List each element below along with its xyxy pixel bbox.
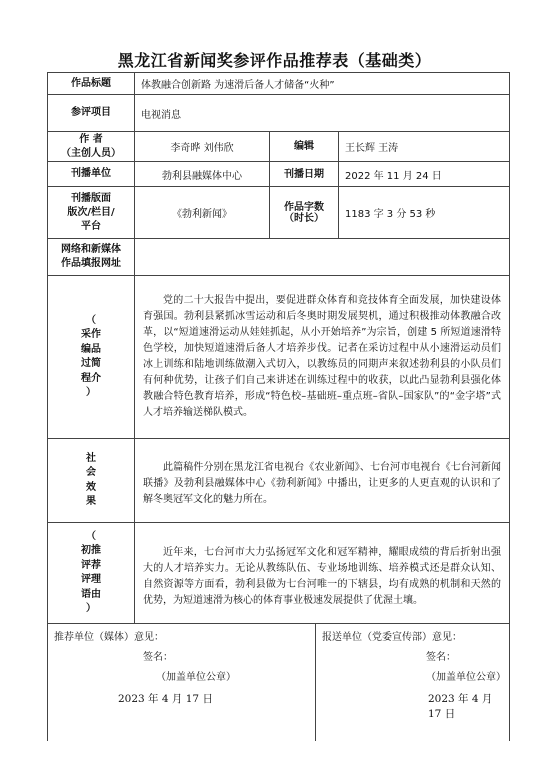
web-label bbox=[48, 239, 135, 276]
editor-label: 编辑 bbox=[270, 132, 339, 162]
section-label-line3: 平台 bbox=[81, 220, 101, 232]
form-title: 黑龙江省新闻奖参评作品推荐表（基础类） bbox=[117, 51, 432, 70]
process-label-char: 采作 bbox=[81, 329, 101, 340]
web-label-line1: 网络和新媒体 bbox=[61, 244, 121, 255]
section-label bbox=[48, 187, 135, 239]
recommend-opinion-label: 推荐单位（媒体）意见： bbox=[54, 632, 164, 643]
row-signatures bbox=[48, 624, 510, 742]
section-label-line1: 刊播版面 bbox=[71, 192, 111, 204]
effect-label-char: 社 bbox=[86, 452, 96, 464]
effect-label bbox=[48, 439, 135, 523]
row-publisher bbox=[48, 162, 510, 187]
web-value bbox=[135, 239, 510, 276]
row-section bbox=[48, 187, 510, 239]
category-value: 电视消息 bbox=[135, 95, 510, 132]
section-value: 《勃利新闻》 bbox=[135, 187, 270, 239]
row-author bbox=[48, 132, 510, 162]
web-label-line2: 作品填报网址 bbox=[61, 258, 121, 269]
author-label-line2: （主创人员） bbox=[61, 147, 121, 159]
row-web bbox=[48, 239, 510, 276]
submit-opinion-label: 报送单位（党委宣传部）意见： bbox=[322, 632, 462, 643]
review-label-char: 评荐 bbox=[81, 559, 101, 571]
review-label-char: 语由 bbox=[81, 588, 101, 600]
effect-label-char: 会 bbox=[86, 467, 96, 478]
work-title-label: 作品标题 bbox=[48, 73, 135, 95]
process-label-char: ） bbox=[86, 387, 96, 398]
length-value: 1183 字 3 分 53 秒 bbox=[339, 187, 510, 239]
date-label: 刊播日期 bbox=[270, 162, 339, 187]
section-label-line2: 版次/栏目/ bbox=[67, 206, 115, 218]
submit-date: 2023 年 4 月 17 日 bbox=[428, 693, 493, 720]
effect-label-char: 效 bbox=[86, 481, 96, 493]
row-review bbox=[48, 523, 510, 624]
review-text: 近年来，七台河市大力弘扬冠军文化和冠军精神，耀眼成绩的背后折射出强大的人才培养实力。无论从教练队伍、专业场地训练、培养模式还是群众认知、自然资源等方面看，勃利县做为七台河唯一的下辖县，均有成熟的机制和天然的优势，为短道速滑为核心的体育事业极速发展提供了优渥土壤。 bbox=[135, 523, 510, 624]
recommend-seal-label: （加盖单位公章） bbox=[156, 672, 236, 683]
review-label bbox=[48, 523, 135, 624]
effect-label-char: 果 bbox=[86, 496, 96, 507]
author-value: 李奇晔 刘伟欣 bbox=[135, 132, 270, 162]
process-text: 党的二十大报告中提出，要促进群众体育和竞技体育全面发展，加快建设体育强国。勃利县紧抓冰雪运动和后冬奥时期发展契机，通过积极推动体教融合改革，以“短道速滑运动从娃娃抓起，从小开始培养”为宗旨，创建 5 所短道速滑特色学校，加快短道速滑后备人才培养步伐。记者在采访过程中从小速滑运动员们冰上训练和陆地训练做潮入式切入，以教练员的同期声来叙述勃利县的小队员们有何种优势，让孩子们自己来讲述在训练过程中的收获，以此凸显勃利县强化体教融合特色教育培养，形成“特色校–基础班–重点班–省队–国家队”的“金字塔”式人才培养输送梯队模式。 bbox=[135, 276, 510, 439]
publisher-value: 勃利县融媒体中心 bbox=[135, 162, 270, 187]
submit-seal-label: （加盖单位公章） bbox=[426, 672, 506, 683]
recommendation-form bbox=[47, 72, 510, 741]
row-effect bbox=[48, 439, 510, 523]
submit-unit-opinion bbox=[316, 624, 510, 742]
category-label: 参评项目 bbox=[48, 95, 135, 132]
recommend-sign-label: 签名： bbox=[143, 652, 173, 663]
effect-text: 此篇稿件分别在黑龙江省电视台《农业新闻》、七台河市电视台《七台河新闻联播》及勃利县融媒体中心《勃利新闻》中播出，让更多的人更直观的认识和了解冬奥冠军文化的魅力所在。 bbox=[135, 439, 510, 523]
work-title-value: 体教融合创新路 为速滑后备人才储备“火种” bbox=[135, 73, 510, 95]
review-label-char: （ bbox=[86, 530, 96, 542]
date-value: 2022 年 11 月 24 日 bbox=[339, 162, 510, 187]
review-label-char: 评理 bbox=[81, 574, 101, 585]
review-label-char: ） bbox=[86, 603, 96, 614]
recommend-date: 2023 年 4 月 17 日 bbox=[118, 693, 213, 705]
editor-value: 王长辉 王涛 bbox=[339, 132, 510, 162]
process-label-char: 过简 bbox=[81, 358, 101, 369]
review-label-char: 初推 bbox=[81, 545, 101, 556]
process-label-char: 程介 bbox=[81, 372, 101, 384]
length-label-line2: （时长） bbox=[284, 212, 324, 224]
length-label-line1: 作品字数 bbox=[284, 201, 324, 213]
process-label bbox=[48, 276, 135, 439]
length-label bbox=[270, 187, 339, 239]
row-work-title bbox=[48, 73, 510, 95]
row-category bbox=[48, 95, 510, 132]
recommend-unit-opinion bbox=[48, 624, 316, 742]
publisher-label: 刊播单位 bbox=[48, 162, 135, 187]
author-label bbox=[48, 132, 135, 162]
process-label-char: （ bbox=[86, 314, 96, 326]
author-label-line1: 作 者 bbox=[79, 133, 103, 145]
process-label-char: 编品 bbox=[81, 343, 101, 355]
row-process bbox=[48, 276, 510, 439]
submit-sign-label: 签名： bbox=[426, 652, 456, 663]
